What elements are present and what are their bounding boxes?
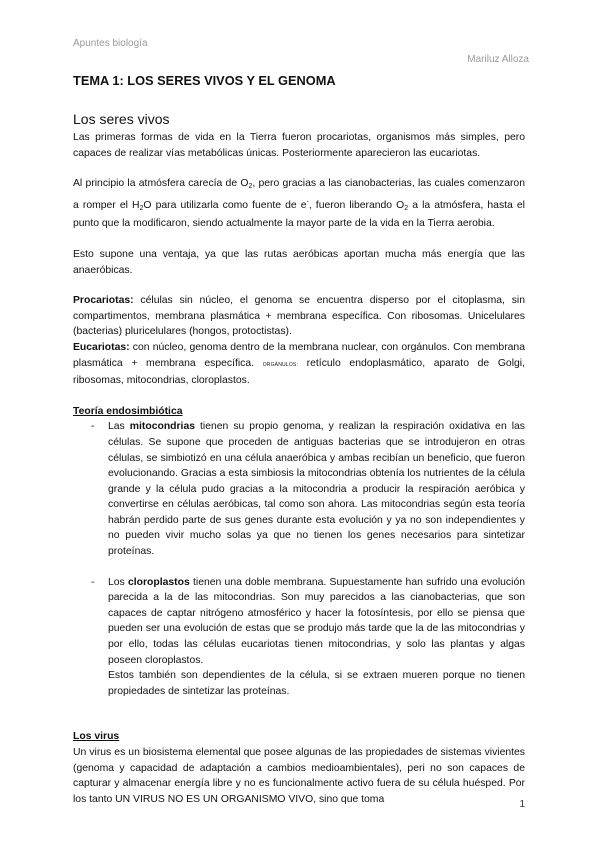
header-author: Mariluz Alloza [467, 54, 529, 65]
paragraph-eucariotas: Eucariotas: con núcleo, genoma dentro de la membrana nuclear, con orgánulos. Con membrana plasmática + membrana específica. ORGÁNULOS: retículo endoplasmático, aparato de Golgi, ribosomas, mitocondrias, cloroplastos. [73, 341, 525, 387]
endosymbiotic-list [73, 419, 525, 699]
dash-bullet: - [91, 421, 95, 433]
page-body [73, 73, 525, 807]
header-subject: Apuntes biología [73, 38, 148, 49]
paragraph-ventaja: Esto supone una ventaja, ya que las rutas aeróbicas aportan mucha más energía que las anaeróbicas. [73, 248, 525, 276]
term-procariotas: Procariotas: [73, 295, 134, 307]
paragraph-procariotas: Procariotas: células sin núcleo, el genoma se encuentra disperso por el citoplasma, sin compartimentos, membrana plasmática + membrana específica. Con ribosomas. Unicelulares (bacterias) pluricelulares (hongos, protoctistas). [73, 295, 525, 338]
paragraph-atmosfera: Al principio la atmósfera carecía de $O_2$, pero gracias a las cianobacterias, las cuales comenzaron a romper el $H_2O$ para utilizarla como fuente de e-, fueron liberando $O_2$ a la atmósfera, hasta el punto que la modificaron, siendo actualmente la mayor parte de la vida en la Tierra aerobia. [73, 178, 525, 230]
page-title: TEMA 1: LOS SERES VIVOS Y EL GENOMA [73, 73, 336, 88]
dash-bullet: - [91, 576, 95, 588]
term-eucariotas: Eucariotas: [73, 341, 130, 353]
paragraph-primeras-formas: Las primeras formas de vida en la Tierra fueron procariotas, organismos más simples, pero capaces de realizar vías metabólicas únicas. Posteriormente aparecieron las eucariotas. [73, 132, 525, 159]
section-heading-virus: Los virus [73, 731, 120, 743]
list-item-mitocondrias: - Las mitocondrias tienen su propio genoma, y realizan la respiración oxidativa en las células. Se supone que proceden de antiguas bacterias que se introdujeron en otras células, se simbiotizó en una célula anaeróbica y ambas recibían un beneficio, que fueron evolucionando. Gracias a esta simbiosis la mitocondrias obtenía los nutrientes de la célula grande y la célula pudo gracias a la mitocondria a producir la respiración aeróbica y convertirse en células aeróbicas, tal como son ahora. Las mitocondrias según esta teoría habrán perdido parte de sus genes durante esta evolución y ya no son independientes y no pueden vivir mucho solas ya que no tienen los genes necesarios para sintetizar proteínas. [91, 421, 526, 558]
paragraph-virus: Un virus es un biosistema elemental que posee algunas de las propiedades de sistemas vivientes (genoma y capacidad de adaptación a cambios medioambientales), peri no son capaces de capturar y almacenar energía libre y no es funcionalmente activo fuera de su célula huésped. Por los tanto UN VIRUS NO ES UN ORGANISMO VIVO, sino que toma [73, 747, 525, 805]
list-item-cloroplastos: - Los cloroplastos tienen una doble membrana. Supuestamente han sufrido una evolución parecida a la de las mitocondrias. Son muy parecidos a las cianobacterias, que son capaces de captar nitrógeno atmosférico y hacer la fotosíntesis, por ello se piensa que pueden ser una evolución de estas que se produjo más tarde que la de las mitocondrias y por ello, todas las células eucariotas tienen mitocondrias, y solo las plantas y algas poseen cloroplastos. Estos también son dependientes de la célula, si se extraen mueren porque no tienen propiedades de sintetizar las proteínas. [91, 576, 525, 697]
page-number: 1 [519, 799, 525, 810]
section-heading-seres-vivos: Los seres vivos [73, 111, 170, 127]
section-heading-endosimbiotica: Teoría endosimbiótica [73, 405, 183, 417]
